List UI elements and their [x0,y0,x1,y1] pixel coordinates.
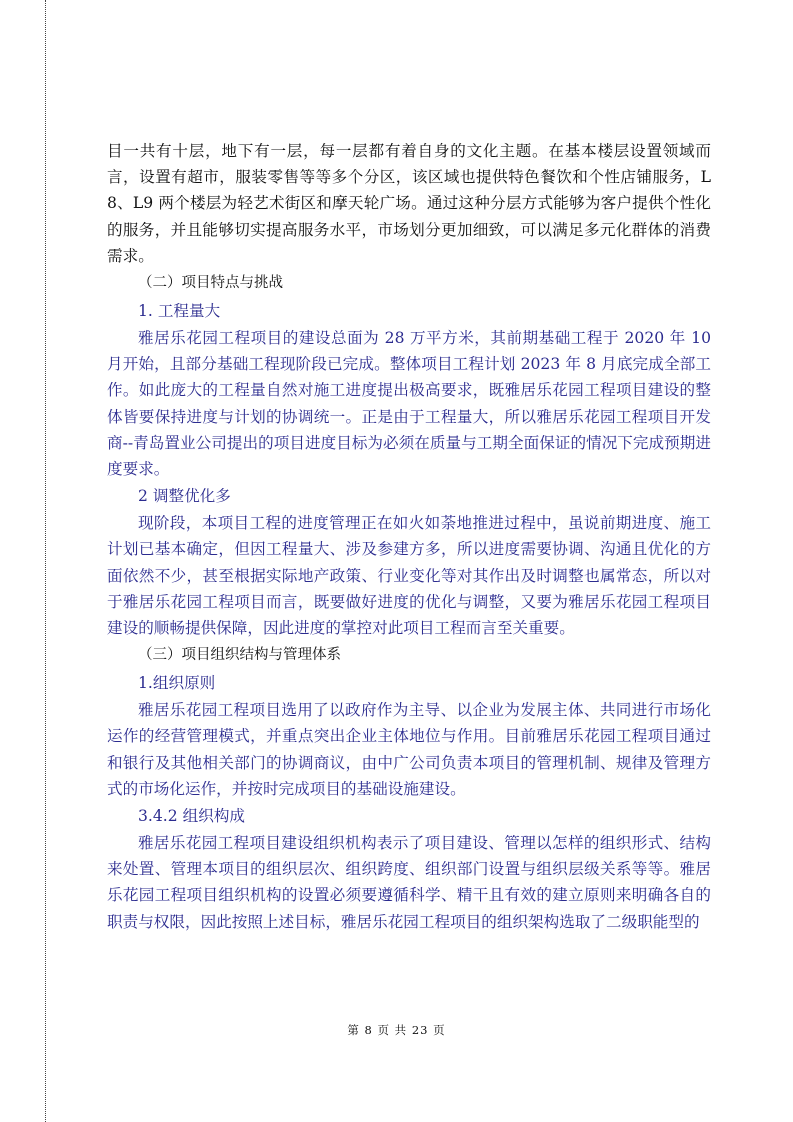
paragraph-org-principle: 雅居乐花园工程项目选用了以政府作为主导、以企业为发展主体、共同进行市场化运作的经营管理模式，并重点突出企业主体地位与作用。目前雅居乐花园工程项目通过和银行及其他相关部门的协调商议，由中广公司负责本项目的管理机制、规律及管理方式的市场化运作，并按时完成项目的基础设施建设。 [107,701,711,798]
paragraph-workload: 雅居乐花园工程项目的建设总面为 28 万平方米，其前期基础工程于 2020 年 10 月开始，且部分基础工程现阶段已完成。整体项目工程计划 2023 年 8 月底完成全部工作。如此庞大的工程量自然对施工进度提出极高要求，既雅居乐花园工程项目建设的整体皆要保持进度与计划的协调统一。正是由于工程量大，所以雅居乐花园工程项目开发商--青岛置业公司提出的项目进度目标为必须在质量与工期全面保证的情况下完成预期进度要求。 [107,329,711,479]
page-number-footer: 第 8 页 共 23 页 [347,1023,446,1037]
subheading-large-workload: 1. 工程量大 [138,302,221,321]
paragraph-adjustment: 现阶段，本项目工程的进度管理正在如火如荼地推进过程中，虽说前期进度、施工计划已基本确定，但因工程量大、涉及参建方多，所以进度需要协调、沟通且优化的方面依然不少，甚至根据实际地产政策、行业变化等对其作出及时调整也属常态，所以对于雅居乐花园工程项目而言，既要做好进度的优化与调整，又要为雅居乐花园工程项目建设的顺畅提供保障，因此进度的掌控对此项目工程而言至关重要。 [107,514,711,638]
subheading-org-principle: 1.组织原则 [138,674,216,693]
subheading-adjustment: 2 调整优化多 [138,487,231,506]
document-body [107,138,711,935]
binding-margin-line [45,0,46,1122]
section-heading-features: （二）项目特点与挑战 [138,275,283,292]
paragraph-floor-layout: 目一共有十层，地下有一层，每一层都有着自身的文化主题。在基本楼层设置领域而言，设置有超市，服装零售等等多个分区，该区域也提供特色餐饮和个性店铺服务，L8、L9 两个楼层为轻艺术街区和摩天轮广场。通过这种分层方式能够为客户提供个性化的服务，并且能够切实提高服务水平，市场划分更加细致，可以满足多元化群体的消费需求。 [107,142,711,265]
section-heading-organization: （三）项目组织结构与管理体系 [138,647,341,664]
subheading-org-structure: 3.4.2 组织构成 [138,807,246,826]
paragraph-org-structure: 雅居乐花园工程项目建设组织机构表示了项目建设、管理以怎样的组织形式、结构来处置、管理本项目的组织层次、组织跨度、组织部门设置与组织层级关系等等。雅居乐花园工程项目组织机构的设置必须要遵循科学、精干且有效的建立原则来明确各自的职责与权限，因此按照上述目标，雅居乐花园工程项目的组织架构选取了二级职能型的 [107,834,711,931]
